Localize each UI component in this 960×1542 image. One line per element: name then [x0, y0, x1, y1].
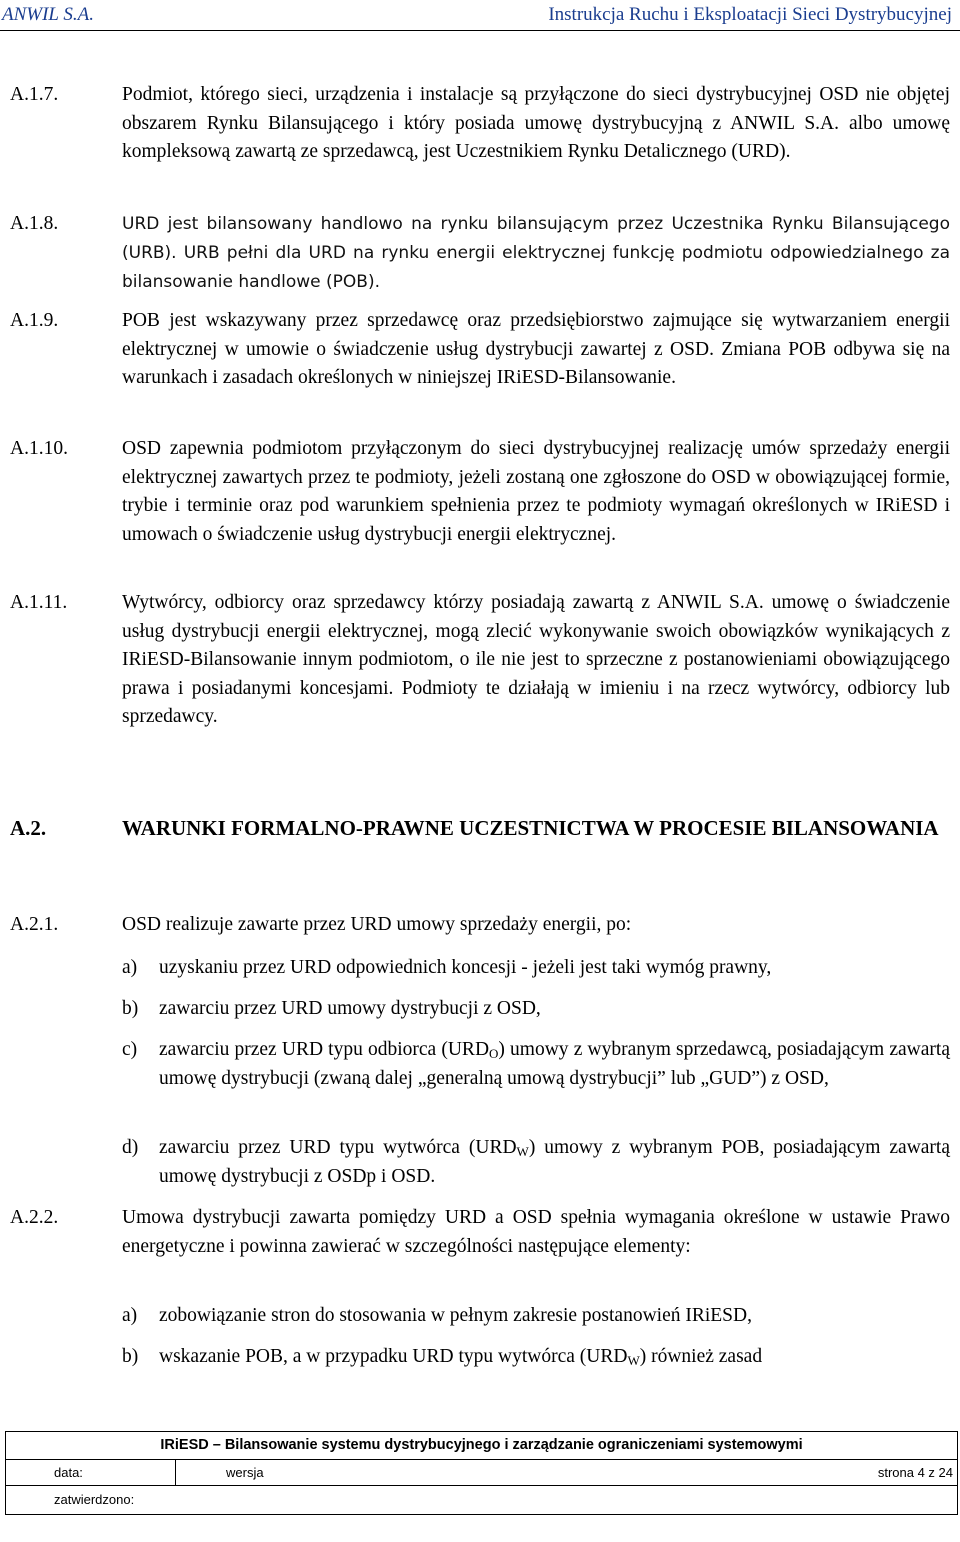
version-cell [176, 1460, 957, 1485]
list-marker: b) [122, 1346, 139, 1367]
list-item-text: zawarciu przez URD typu wytwórca $(URD_W)$ umowy z wybranym POB, posiadającym zawartą umowę dystrybucji z OSDp i OSD. [159, 1137, 950, 1187]
date-label: data: [54, 1465, 83, 1480]
list-item-text: uzyskaniu przez URD odpowiednich koncesji - jeżeli jest taki wymóg prawny, [159, 957, 772, 978]
document-title: Instrukcja Ruchu i Eksploatacji Sieci Dystrybucyjnej [548, 4, 952, 25]
list-marker: d) [122, 1137, 139, 1158]
section-number: A.1.9. [10, 310, 59, 331]
chapter-title: WARUNKI FORMALNO-PRAWNE UCZESTNICTWA W PROCESIE BILANSOWANIA [122, 816, 939, 840]
list-marker: a) [122, 1305, 138, 1326]
footer-approval-row [6, 1486, 957, 1514]
list-item-text: wskazanie POB, a w przypadku URD typu wytwórca $(URD_W)$ również zasad [159, 1346, 763, 1368]
version-label: wersja [226, 1465, 264, 1480]
list-item-text: zawarciu przez URD umowy dystrybucji z OSD, [159, 998, 541, 1019]
section-number: A.1.11. [10, 592, 68, 613]
list-marker: c) [122, 1039, 138, 1060]
section-text: OSD zapewnia podmiotom przyłączonym do sieci dystrybucyjnej realizację umów sprzedaży energii elektrycznej zawartych przez te podmioty, jeżeli zostaną one zgłoszone do OSD w obowiązującej formie, trybie i terminie oraz pod warunkiem spełnienia przez te podmioty wymagań określonych w IRiESD i umowach o świadczenie usług dystrybucji energii elektrycznej. [122, 438, 950, 545]
section-text: POB jest wskazywany przez sprzedawcę oraz przedsiębiorstwo zajmujące się wytwarzaniem energii elektrycznej w umowie o świadczenie usług dystrybucji zawartej z OSD. Zmiana POB odbywa się na warunkach i zasadach określonych w niniejszej IRiESD-Bilansowanie. [122, 310, 950, 388]
footer-title: IRiESD – Bilansowanie systemu dystrybucyjnego i zarządzanie ograniczeniami systemowymi [160, 1437, 803, 1453]
section-text: URD jest bilansowany handlowo na rynku bilansującym przez Uczestnika Rynku Bilansującego (URB). URB pełni dla URD na rynku energii elektrycznej funkcję podmiotu odpowiedzialnego za bilansowanie handlowe (POB). [122, 214, 950, 292]
section-number: A.1.7. [10, 84, 59, 105]
section-intro: OSD realizuje zawarte przez URD umowy sprzedaży energii, po: [122, 914, 632, 935]
section-number: A.1.10. [10, 438, 68, 459]
list-marker: b) [122, 998, 139, 1019]
section-intro: Umowa dystrybucji zawarta pomiędzy URD a OSD spełnia wymagania określone w ustawie Prawo energetyczne i powinna zawierać w szczególności następujące elementy: [122, 1207, 950, 1257]
page-footer [5, 1431, 958, 1515]
company-name: ANWIL S.A. [2, 4, 95, 25]
section-text: Podmiot, którego sieci, urządzenia i instalacje są przyłączone do sieci dystrybucyjnej OSD nie objętej obszarem Rynku Bilansującego i który posiada umowę dystrybucyjną z ANWIL S.A. albo umowę kompleksową zawartą ze sprzedawcą, jest Uczestnikiem Rynku Detalicznego (URD). [122, 84, 950, 162]
section-number: A.2.2. [10, 1207, 59, 1228]
page-number: strona 4 z 24 [877, 1465, 953, 1480]
approved-label: zatwierdzono: [54, 1492, 135, 1507]
date-cell [6, 1460, 176, 1485]
list-marker: a) [122, 957, 138, 978]
list-item-text: zawarciu przez URD typu odbiorca $(URD_O)$ umowy z wybranym sprzedawcą, posiadającym zawartą umowę dystrybucji (zwaną dalej „generalną umową dystrybucji” lub „GUD”) z OSD, [159, 1039, 950, 1089]
footer-meta-row [6, 1460, 957, 1486]
list-item-text: zobowiązanie stron do stosowania w pełnym zakresie postanowień IRiESD, [159, 1305, 752, 1326]
page-header [0, 4, 960, 28]
header-divider [0, 30, 960, 31]
footer-title-row [6, 1432, 957, 1460]
section-text: Wytwórcy, odbiorcy oraz sprzedawcy którzy posiadają zawartą z ANWIL S.A. umowę o świadczenie usług dystrybucji energii elektrycznej, mogą zlecić wykonywanie swoich obowiązków wynikających z IRiESD-Bilansowanie innym podmiotom, o ile nie jest to sprzeczne z postanowieniami obowiązującego prawa i posiadanymi koncesjami. Podmioty te działają w imieniu i na rzecz wytwórcy, odbiorcy lub sprzedawcy. [122, 592, 950, 727]
chapter-number: A.2. [10, 816, 47, 840]
section-number: A.2.1. [10, 914, 59, 935]
section-number: A.1.8. [10, 213, 59, 234]
